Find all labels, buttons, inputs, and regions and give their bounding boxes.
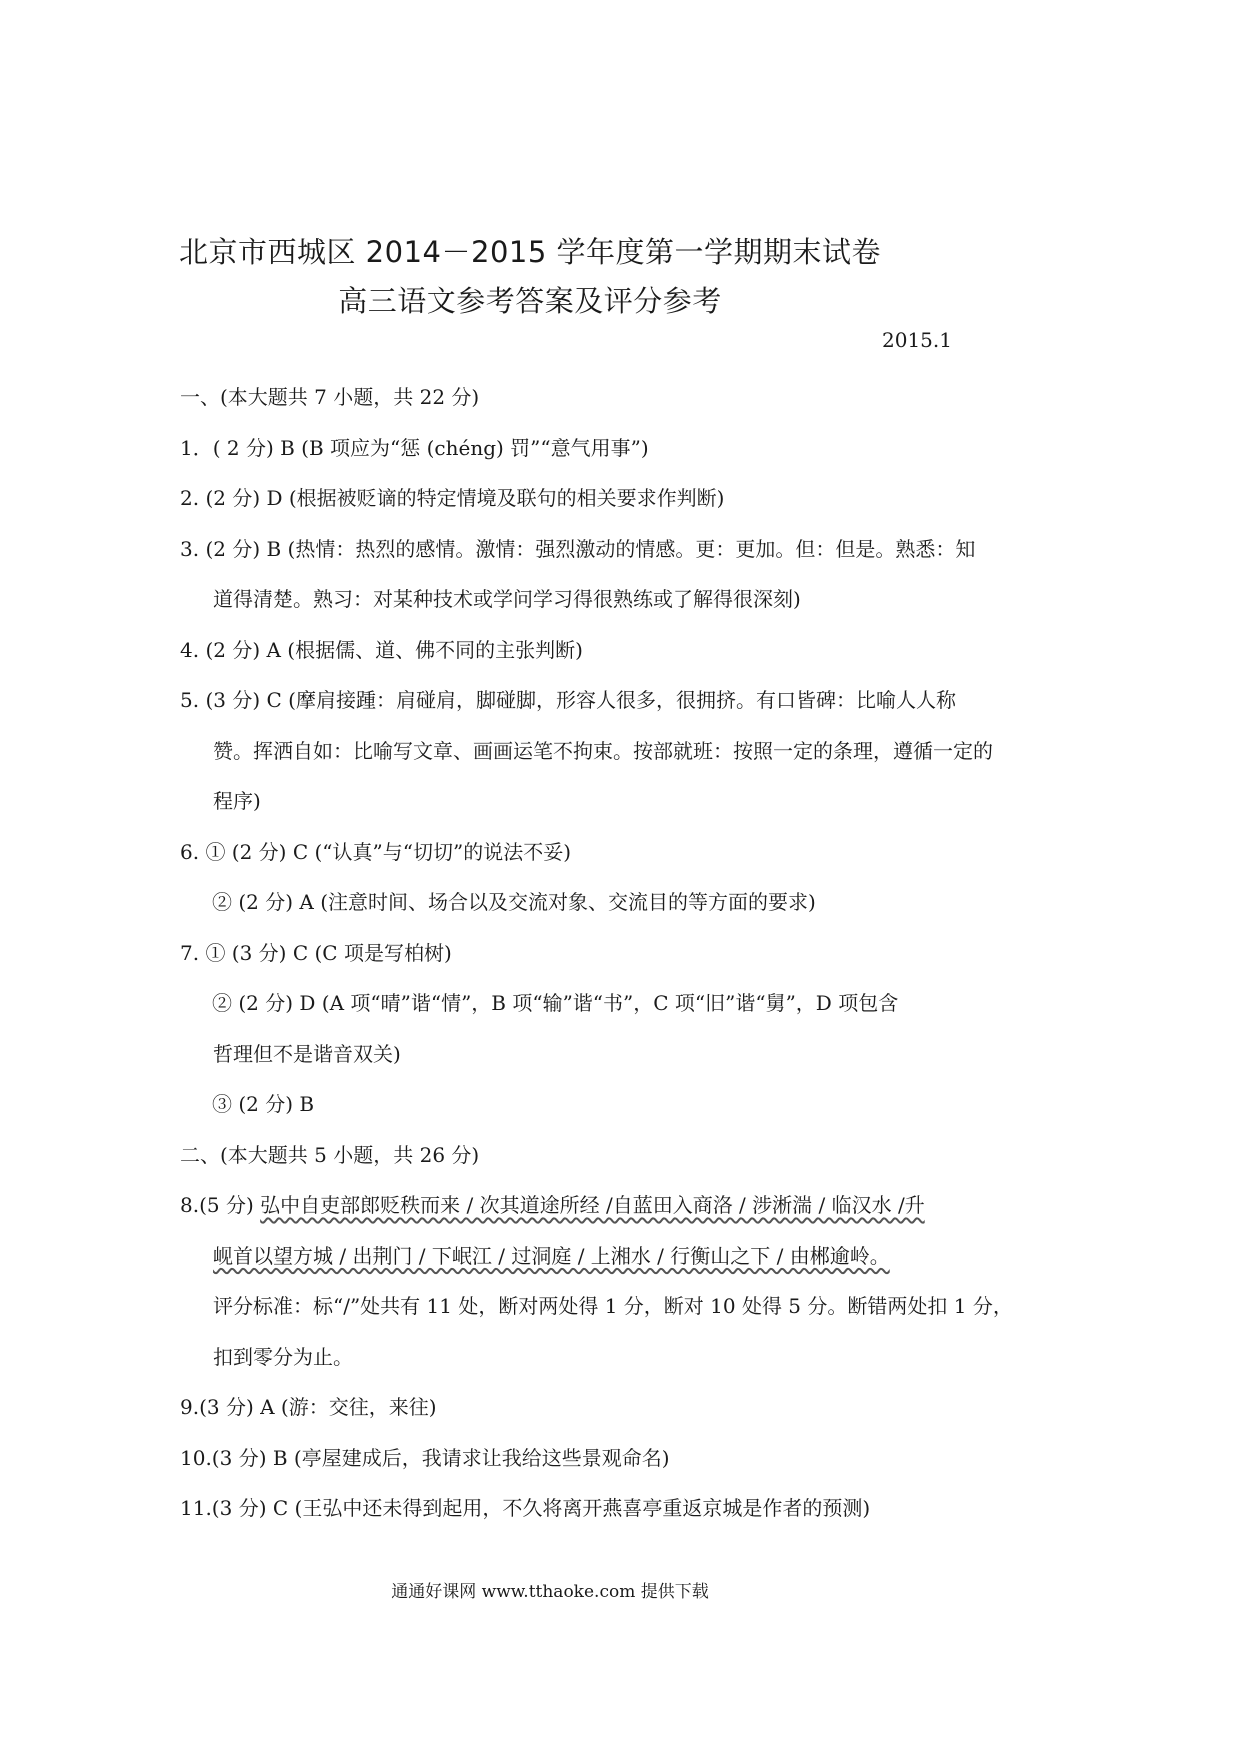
answer-4: 4. (2 分) A (根据儒、道、佛不同的主张判断)	[180, 637, 583, 662]
answer-6-2: ② (2 分) A (注意时间、场合以及交流对象、交流目的等方面的要求)	[212, 890, 816, 914]
answer-6-1: 6. ① (2 分) C (“认真”与“切切”的说法不妥)	[180, 839, 572, 864]
answer-7-2: ② (2 分) D (A 项“晴”谐“情”，B 项“输”谐“书”，C 项“旧”谐“舅”，D 项包含	[212, 991, 899, 1015]
answer-7-2-cont: 哲理但不是谐音双关)	[213, 1041, 401, 1066]
answer-7-1: 7. ① (3 分) C (C 项是写柏树)	[180, 940, 452, 965]
answer-8-cont	[180, 1231, 1080, 1282]
section-heading-2: 二、(本大题共 5 小题，共 26 分)	[180, 1142, 480, 1167]
answer-10: 10.(3 分) B (亭屋建成后，我请求让我给这些景观命名)	[180, 1445, 670, 1470]
answer-5-cont: 赞。挥洒自如：比喻写文章、画画运笔不拘束。按部就班：按照一定的条理，遵循一定的	[213, 738, 993, 763]
footer-text: 通通好课网 www.tthaoke.com 提供下载	[391, 1582, 709, 1602]
document-date: 2015.1	[882, 328, 952, 352]
answer-5: 5. (3 分) C (摩肩接踵：肩碰肩，脚碰脚，形容人很多，很拥挤。有口皆碑：比喻人人称	[180, 688, 956, 712]
answer-3: 3. (2 分) B (热情：热烈的感情。激情：强烈激动的情感。更：更加。但：但是。熟悉：知	[180, 536, 976, 561]
section-heading-1: 一、(本大题共 7 小题，共 22 分)	[180, 385, 480, 409]
scoring-criteria: 评分标准：标“/”处共有 11 处，断对两处得 1 分，断对 10 处得 5 分。断错两处扣 1 分，	[213, 1294, 1013, 1318]
answer-8-text: 弘中自吏部郎贬秩而来 / 次其道途所经 /自蓝田入商洛 / 涉淅湍 / 临汉水 /升	[260, 1193, 925, 1217]
answer-list	[180, 372, 1080, 1534]
answer-2: 2. (2 分) D (根据被贬谪的特定情境及联句的相关要求作判断)	[180, 486, 725, 510]
answer-9: 9.(3 分) A (游：交往，来往)	[180, 1395, 437, 1419]
answer-5-cont2: 程序)	[213, 789, 261, 813]
answer-11: 11.(3 分) C (王弘中还未得到起用，不久将离开燕喜亭重返京城是作者的预测)	[180, 1496, 871, 1520]
answer-3-cont: 道得清楚。熟习：对某种技术或学问学习得很熟练或了解得很深刻)	[213, 587, 801, 611]
answer-7-3: ③ (2 分) B	[212, 1092, 315, 1116]
document-title: 北京市西城区 2014－2015 学年度第一学期期末试卷	[178, 235, 882, 269]
answer-8	[180, 1180, 1080, 1231]
document-subtitle: 高三语文参考答案及评分参考	[338, 284, 722, 318]
scoring-criteria-cont: 扣到零分为止。	[213, 1344, 353, 1369]
answer-1: 1．( 2 分) B (B 项应为“惩 (chéng) 罚”“意气用事”)	[180, 435, 649, 460]
answer-8-text-cont: 岘首以望方城 / 出荆门 / 下岷江 / 过洞庭 / 上湘水 / 行衡山之下 / 由郴逾岭。	[213, 1243, 890, 1268]
answer-8-label: 8.(5 分)	[180, 1193, 254, 1217]
